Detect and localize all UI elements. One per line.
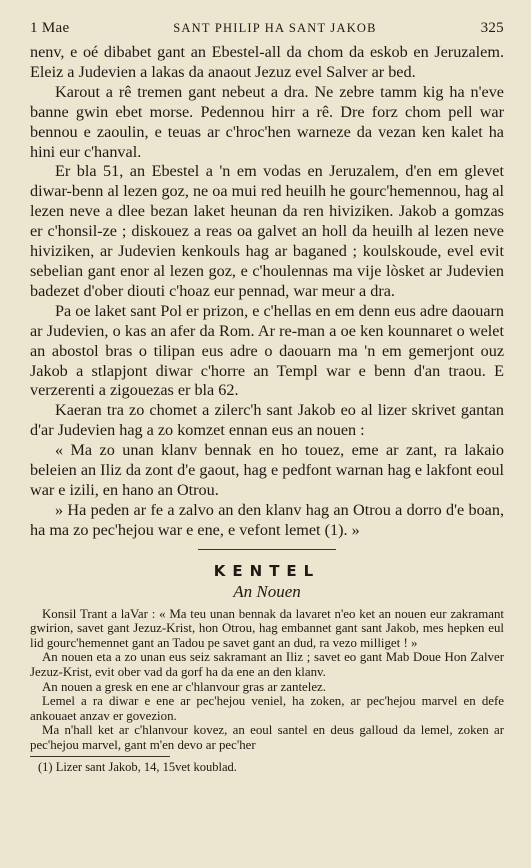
running-header (30, 20, 504, 37)
quote-paragraph: » Ha peden ar fe a zalvo an den klanv hag an Otrou a dorro d'e boan, ha ma zo pec'hejou war e ene, e vefont lemet (1). » (30, 500, 504, 539)
lesson-paragraph: Ma n'hall ket ar c'hlanvour kovez, an eoul santel en deus galloud da lemel, zoken ar pec'hejou marvel, gant m'en devo ar pec'her (30, 723, 504, 752)
section-title: KENTEL (213, 561, 321, 580)
section-subtitle: An Nouen (233, 581, 301, 601)
lesson-paragraph: Lemel a ra diwar e ene ar pec'hejou veniel, ha zoken, ar pec'hejou marvel en defe ankouaet anzav er govezion. (30, 694, 504, 723)
section-divider (198, 549, 336, 550)
page-number: 325 (480, 20, 504, 36)
paragraph: Pa oe laket sant Pol er prizon, e c'hellas en em denn eus adre daouarn ar Judevien, o kas an afer da Rom. Ar re-man a oe ken kounnaret o welet an abostol bras o tilipan eus adre o daouarn ma 'n em gemerjont ouz Jakob a stlapjont diwar c'horre an Templ war e benn d'an traou. E verzerenti a zigouezas er bla 62. (30, 301, 504, 400)
paragraph: Kaeran tra zo chomet a zilerc'h sant Jakob eo al lizer skrivet gantan d'ar Judevien hag a zo komzet ennan eus an nouen : (30, 401, 504, 440)
footnote-divider (30, 756, 170, 757)
footnote: (1) Lizer sant Jakob, 14, 15vet koublad. (38, 759, 237, 774)
paragraph: Karout a rê tremen gant nebeut a dra. Ne zebre tamm kig ha n'eve banne gwin ebet morse. Pedennou hirr a rê. Dre forz chom pell war bennou e zaoulin, e teuas ar c'hroc'hen warneze da vezan ken kalet ha hini eur c'hanval. (30, 82, 504, 161)
header-title: SANT PHILIP HA SANT JAKOB (173, 21, 377, 35)
lesson-text (30, 607, 504, 753)
main-text (30, 43, 504, 541)
paragraph: nenv, e oé dibabet gant an Ebestel-all da chom da eskob en Jeruzalem. Eleiz a Judevien a lakas da anaout Jezuz evel Salver ar bed. (30, 43, 504, 81)
lesson-paragraph: An nouen a gresk en ene ar c'hlanvour gras ar zantelez. (42, 679, 326, 694)
lesson-paragraph: Konsil Trant a laVar : « Ma teu unan bennak da lavaret n'eo ket an nouen eur zakramant gwirion, savet gant Jezuz-Krist, hon Otrou, hag embannet gant sant Jakob, mes hepken eul lid gourc'hemennet gant an Tadou pe savet gant an dud, ra vezo milliget ! » (30, 606, 504, 650)
quote-paragraph: « Ma zo unan klanv bennak en ho touez, eme ar zant, ra lakaio beleien an Iliz da zont d'e gaout, hag e pedfont warnan hag e lakfont eoul war e izili, en hano an Otrou. (30, 441, 504, 499)
lesson-paragraph: An nouen eta a zo unan eus seiz sakramant an Iliz ; savet eo gant Mab Doue Hon Zalver Jezuz-Krist, evit ober vad da gorf ha da ene an den klanv. (30, 650, 504, 680)
paragraph: Er bla 51, an Ebestel a 'n em vodas en Jeruzalem, d'en em glevet diwar-benn al lezen goz, ne oa mui red heuilh he gourc'hemennou, hag al lezen neve a dlee bezan laket heunan da ren hiviziken. Jakob a gomzas er c'honsil-ze ; diskouez a reas oa galvet an holl da heuilh al lezen neve hiviziken, ar Judevien kenkouls hag ar baganed ; koulskoude, evel evit sebelian gant enor al lezen goz, e c'houlennas ma vije lòsket ar Judevien badezet d'ober diouti c'hoaz eur pennad, war meur a dra. (30, 162, 504, 300)
header-date: 1 Mae (30, 20, 70, 36)
